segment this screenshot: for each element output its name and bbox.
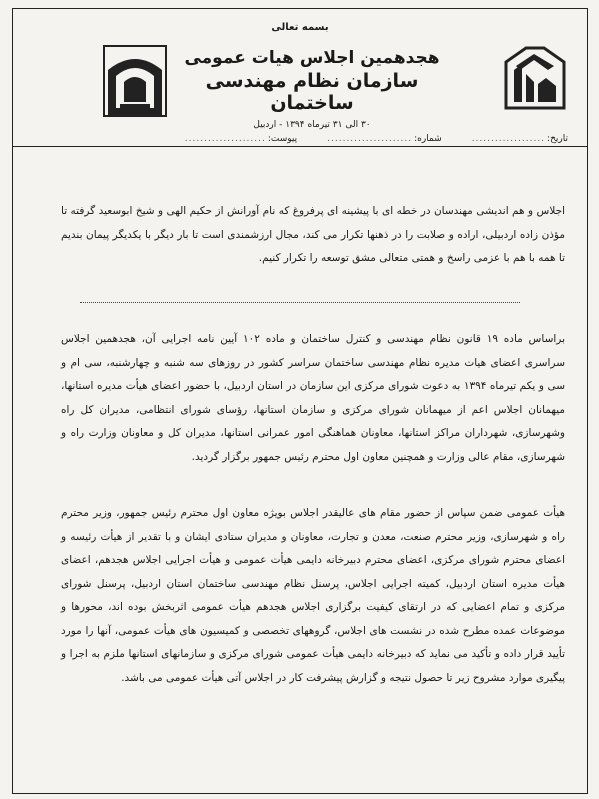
letterhead (12, 8, 588, 158)
engineering-organization-logo (504, 44, 566, 114)
attachment-dots: ..................... (184, 134, 266, 144)
conference-title (182, 48, 442, 130)
title-line-2: سازمان نظام مهندسی ساختمان (205, 70, 419, 114)
paragraph-3: هیأت عمومی ضمن سپاس از حضور مقام های عالیقدر اجلاس بویژه معاون اول محترم رئیس جمهور، وزیر محترم راه و شهرسازی، وزیر محترم صنعت، معدن و تجارت، معاونان و مدیران ستادی ایشان و با تقدیر از هیأت رئیسه و اعضای محترم شورای مرکزی، اعضای محترم دبیرخانه دایمی هیأت عمومی و هیأت اجرایی اجلاس هجدهم، اعضای هیأت مدیره استان اردبیل، کمیته اجرایی اجلاس، پرسنل نظام مهندسی ساختمان استان اردبیل، پرسنل شورای مرکزی و تمام اعضایی که در ارتقای کیفیت برگزاری اجلاس هجدهم هیأت عمومی اثربخش بوده اند، محورها و موضوعات عمده مطرح شده در نشست های اجلاس، گروههای تخصصی و کمیسیون های هیأت عمومی، آنها را مورد تأیید قرار داده و تأکید می نماید که دبیرخانه دایمی هیأت عمومی شورای مرکزی و سازمانهای استانها ملزم به اجرا و پیگیری موارد مشروح زیر تا حصول نتیجه و گزارش پیشرفت کار در اجلاس آتی هیأت عمومی می باشد. (61, 507, 565, 684)
number-label: شماره: (414, 134, 442, 144)
body-paragraph-1 (61, 328, 565, 469)
number-dots: ...................... (327, 134, 413, 144)
basmala: بسمه تعالی (271, 22, 329, 33)
title-date-location: ۳۰ الی ۳۱ تیرماه ۱۳۹۴ - اردبیل (253, 120, 371, 130)
title-line-1: هجدهمین اجلاس هیات عمومی (184, 48, 440, 68)
attachment-field (185, 134, 297, 144)
body-paragraph-2 (61, 502, 565, 690)
intro-paragraph (61, 200, 565, 271)
date-label: تاریخ: (547, 134, 568, 144)
letter-meta-row (52, 134, 568, 144)
paragraph-2: براساس ماده ۱۹ قانون نظام مهندسی و کنترل ساختمان و ماده ۱۰۲ آیین نامه اجرایی آن، هجدهمین اجلاس سراسری اعضای هیات مدیره نظام مهندسی ساختمان سراسر کشور در روزهای سه شنبه و چهارشنبه، سی ام و سی و یکم تیرماه ۱۳۹۴ به دعوت شورای مرکزی این سازمان در استان اردبیل، با حضور اعضای هیأت مدیره استانها، میهمانان اجلاس اعم از میهمانان شورای مرکزی و سازمان استانها، رؤسای شورای انتظامی، مدیران کل راه وشهرسازی، شهرداران مراکز استانها، معاونان هماهنگی امور عمرانی استانها، مدیران کل و معاونان وزارت راه و شهرسازی، مقام عالی وزارت و همچنین معاون اول محترم رئیس جمهور برگزار گردید. (61, 333, 565, 463)
ardabil-emblem-logo (102, 44, 168, 122)
section-divider (80, 302, 520, 303)
date-dots: ................... (471, 134, 546, 144)
number-field (327, 134, 442, 144)
date-field (472, 134, 568, 144)
attachment-label: پیوست: (267, 134, 298, 144)
header-divider (12, 146, 588, 147)
paragraph-1: اجلاس و هم اندیشی مهندسان در خطه ای با پیشینه ای پرفروغ که نام آورانش از حکیم الهی و شیخ ابوسعید گرفته تا مؤذن زاده اردبیلی، اراده و صلابت را در ذهنها تکرار می کند، مجال ارزشمندی است تا بار دیگر با یکدیگر پیمان بندیم تا همه با هم با عزمی راسخ و همتی متعالی مشق توسعه را تکرار کنیم. (61, 205, 565, 264)
